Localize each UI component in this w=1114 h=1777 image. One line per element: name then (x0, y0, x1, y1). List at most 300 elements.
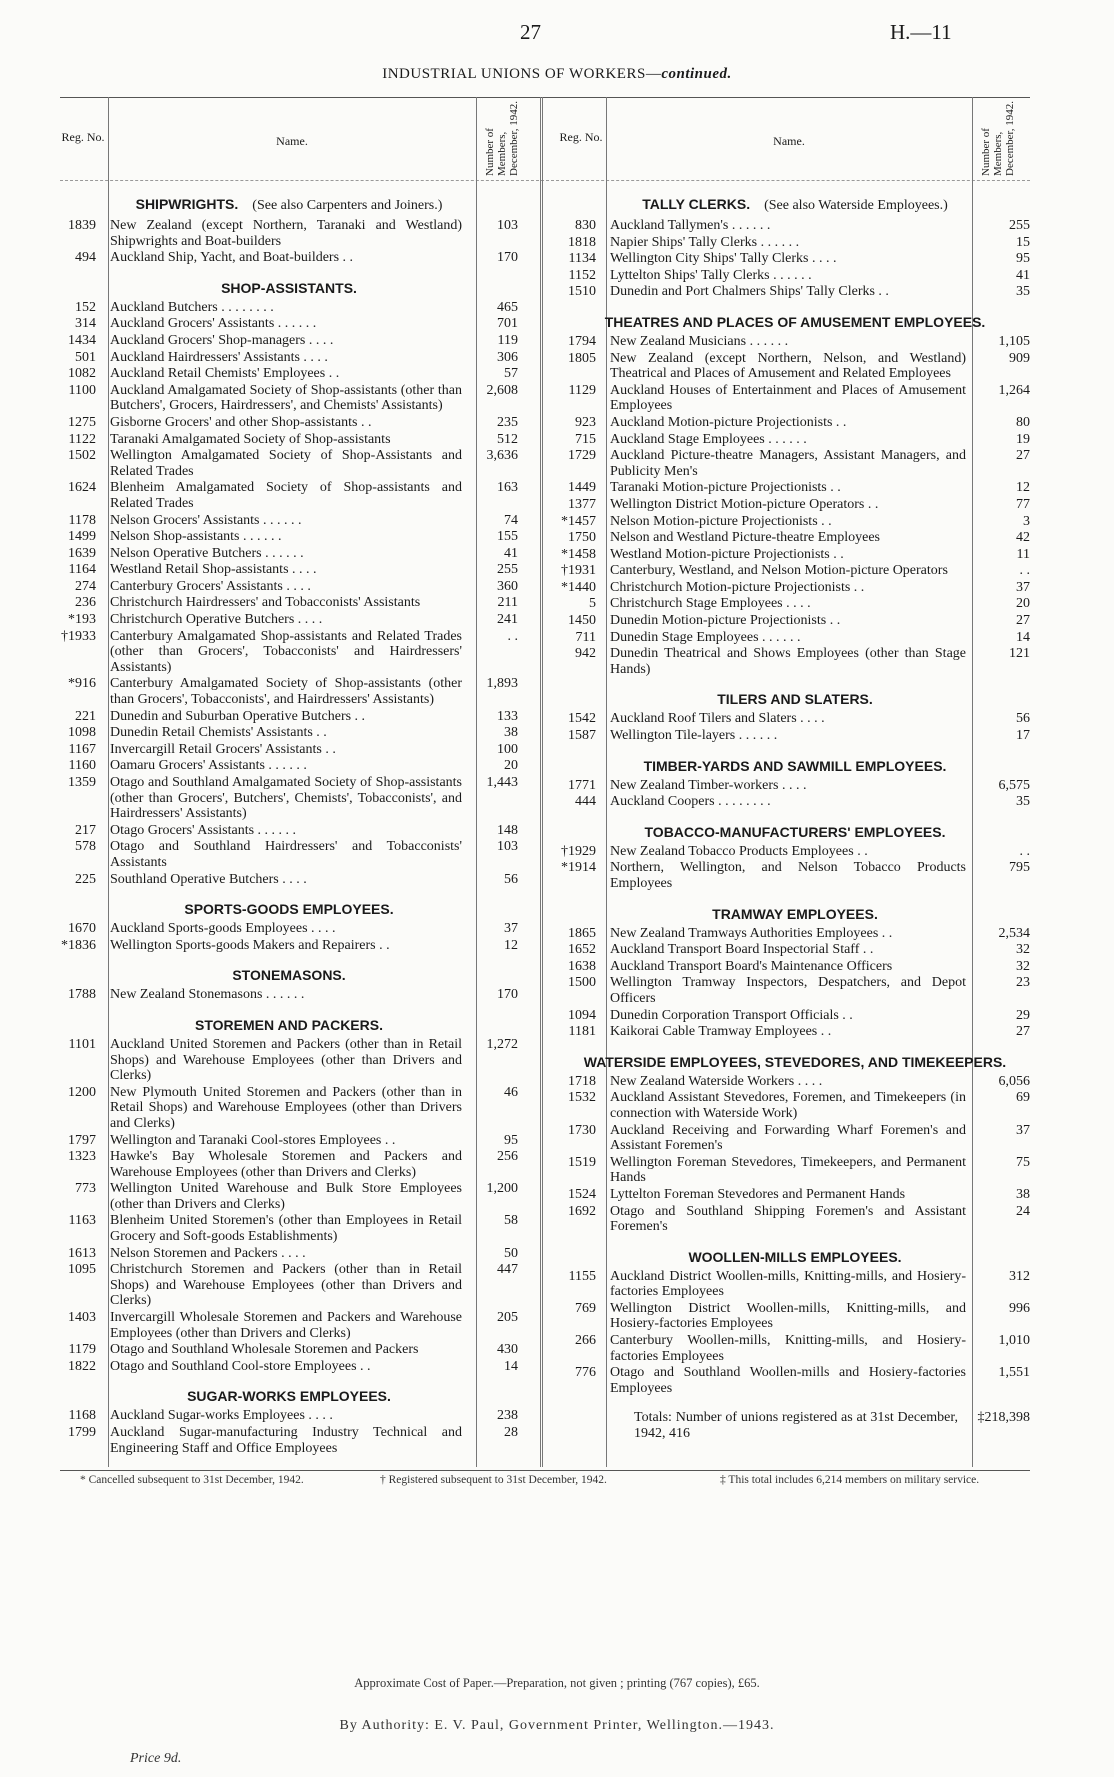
price: Price 9d. (130, 1751, 182, 1766)
table-row (560, 1155, 1030, 1186)
member-count: . . (1019, 563, 1030, 579)
member-count: 121 (1009, 646, 1030, 662)
table-row (560, 284, 1030, 300)
union-name: Dunedin Theatrical and Shows Employees (other than Stage Hands) (610, 646, 966, 677)
member-count: 6,575 (998, 777, 1030, 793)
section-title: WOOLLEN-MILLS EMPLOYEES. (688, 1248, 902, 1265)
reg-number: 1639 (68, 545, 96, 561)
member-count: 6,056 (998, 1073, 1030, 1089)
section-heading (560, 824, 1030, 840)
member-count: 27 (1016, 613, 1030, 629)
union-name: Hawke's Bay Wholesale Storemen and Packers and Warehouse Employees (other than Drivers and Clerks) (110, 1149, 462, 1180)
member-count: 2,534 (998, 925, 1030, 941)
table-row (560, 251, 1030, 267)
reg-number: 494 (75, 250, 96, 266)
member-count: 1,105 (998, 333, 1030, 349)
union-name: Kaikorai Cable Tramway Employees . . (610, 1024, 832, 1040)
reg-number: 1499 (68, 529, 96, 545)
member-count: 57 (504, 366, 518, 382)
union-name: Lyttelton Foreman Stevedores and Permanent Hands (610, 1186, 906, 1202)
member-count: 170 (497, 250, 518, 266)
table-row (60, 1425, 518, 1456)
table-row (560, 613, 1030, 629)
table-row (60, 1359, 518, 1375)
member-count: 56 (504, 871, 518, 887)
table-row (60, 1246, 518, 1262)
union-name: Nelson Grocers' Assistants . . . . . . (110, 512, 302, 528)
union-name: Westland Retail Shop-assistants . . . . (110, 562, 317, 578)
reg-number: 1100 (68, 382, 96, 398)
table-row (560, 1090, 1030, 1121)
table-row (60, 218, 518, 249)
union-name: Wellington United Warehouse and Bulk Store Employees (other than Drivers and Clerks) (110, 1181, 462, 1212)
reg-number: 1129 (568, 382, 596, 398)
footnote-total: ‡ This total includes 6,214 members on military service. (720, 1474, 980, 1486)
union-name: New Zealand (except Northern, Nelson, and Westland) Theatrical and Places of Amusement and Related Employees (610, 350, 966, 382)
reg-number: 715 (575, 431, 596, 447)
section-title: SPORTS-GOODS EMPLOYEES. (184, 901, 394, 918)
member-count: 255 (497, 562, 518, 578)
table-row (60, 987, 518, 1003)
union-name: Auckland Stage Employees . . . . . . (610, 431, 807, 447)
right-members-header: Number of Members, December, 1942. (980, 100, 1016, 176)
reg-number: 1805 (568, 350, 596, 366)
member-count: 14 (504, 1358, 518, 1374)
union-name: Christchurch Operative Butchers . . . . (110, 612, 323, 628)
section-heading (60, 967, 518, 983)
running-title-continued: continued. (661, 66, 732, 82)
union-name: Otago and Southland Hairdressers' and Tobacconists' Assistants (110, 839, 462, 870)
union-name: Auckland United Storemen and Packers (other than in Retail Shops) and Warehouse Employees (other than Drivers and Clerks) (110, 1036, 462, 1084)
member-count: 29 (1016, 1007, 1030, 1023)
member-count: 95 (1016, 251, 1030, 267)
member-count: 512 (497, 431, 518, 447)
union-name: Wellington City Ships' Tally Clerks . . . . (610, 251, 837, 267)
reg-number: 221 (75, 708, 96, 724)
left-reg-header: Reg. No. (61, 130, 105, 144)
union-name: Christchurch Storemen and Packers (other than in Retail Shops) and Warehouse Employees (other than Drivers and Clerks) (110, 1262, 462, 1309)
reg-number: 444 (575, 794, 596, 810)
table-row (60, 709, 518, 725)
union-name: Christchurch Stage Employees . . . . (610, 596, 811, 612)
member-count: 205 (497, 1310, 518, 1326)
section-note: (See also Carpenters and Joiners.) (252, 198, 443, 213)
reg-number: 1275 (68, 414, 96, 430)
union-name: Otago and Southland Cool-store Employees . . (110, 1358, 371, 1374)
reg-number: 1799 (68, 1425, 96, 1440)
section-heading (560, 691, 1030, 707)
table-row (60, 1262, 518, 1309)
table-row (60, 383, 518, 414)
table-row (60, 562, 518, 578)
reg-number: *1440 (561, 579, 596, 595)
union-name: Canterbury Grocers' Assistants . . . . (110, 578, 311, 594)
member-count: 100 (497, 741, 518, 757)
reg-number: 1095 (68, 1262, 96, 1278)
union-name: New Zealand Tobacco Products Employees . . (610, 843, 868, 859)
union-name: Wellington Tile-layers . . . . . . (610, 728, 778, 744)
reg-number: 923 (575, 414, 596, 430)
union-name: Auckland Transport Board Inspectorial Staff . . (610, 942, 874, 958)
table-row (560, 383, 1030, 414)
reg-number: 942 (575, 646, 596, 662)
table-row (560, 1024, 1030, 1040)
union-name: Dunedin Stage Employees . . . . . . (610, 629, 801, 645)
member-count: 119 (497, 332, 518, 348)
table-row (560, 975, 1030, 1006)
member-count: 255 (1009, 218, 1030, 233)
union-name: New Zealand Timber-workers . . . . (610, 777, 807, 793)
union-name: Napier Ships' Tally Clerks . . . . . . (610, 234, 800, 250)
table-row (560, 860, 1030, 891)
member-count: 1,200 (486, 1181, 518, 1197)
member-count: 32 (1016, 942, 1030, 958)
union-name: Otago Grocers' Assistants . . . . . . (110, 822, 297, 838)
table-row (60, 1342, 518, 1358)
left-name-header: Name. (276, 134, 308, 148)
member-count: 103 (497, 218, 518, 233)
table-row (60, 1181, 518, 1212)
reg-number: 1449 (568, 480, 596, 496)
section-title: TOBACCO-MANUFACTURERS' EMPLOYEES. (644, 823, 946, 840)
table-row (560, 268, 1030, 284)
printer-authority: By Authority: E. V. Paul, Government Printer, Wellington.—1943. (339, 1718, 775, 1733)
section-title: THEATRES AND PLACES OF AMUSEMENT EMPLOYEES. (604, 313, 986, 330)
member-count: 12 (1016, 480, 1030, 496)
table-row (60, 415, 518, 431)
member-count: 1,272 (486, 1036, 518, 1052)
reg-number: 1160 (68, 758, 96, 774)
union-name: Auckland Receiving and Forwarding Wharf Foremen's and Assistant Foremen's (610, 1122, 966, 1154)
table-row (60, 1133, 518, 1149)
section-title: SHOP-ASSISTANTS. (221, 279, 357, 296)
right-column-body (560, 196, 1030, 1396)
member-count: 1,010 (998, 1333, 1030, 1349)
reg-number: 1168 (68, 1408, 96, 1424)
reg-number: †1929 (561, 843, 596, 859)
union-name: Westland Motion-picture Projectionists . . (610, 546, 844, 562)
union-name: Auckland Hairdressers' Assistants . . . . (110, 349, 328, 365)
table-row (560, 711, 1030, 727)
reg-number: 1502 (68, 448, 96, 464)
union-name: Invercargill Wholesale Storemen and Packers and Warehouse Employees (other than Drivers and Clerks) (110, 1310, 462, 1341)
member-count: 19 (1016, 431, 1030, 447)
member-count: 909 (1009, 350, 1030, 366)
union-name: Dunedin and Port Chalmers Ships' Tally Clerks . . (610, 284, 889, 300)
left-members-header: Number of Members, December, 1942. (484, 100, 520, 176)
union-name: Auckland Amalgamated Society of Shop-assistants (other than Butchers', Grocers, Hairdressers', and Chemists' Assistants) (110, 382, 462, 414)
table-row (560, 1123, 1030, 1154)
union-name: Lyttelton Ships' Tally Clerks . . . . . . (610, 267, 812, 283)
reg-number: 1094 (568, 1007, 596, 1023)
member-count: 996 (1009, 1300, 1030, 1316)
reg-number: 1122 (68, 431, 96, 447)
page-number: 27 (520, 20, 541, 44)
reg-number: 1164 (68, 562, 96, 578)
union-name: Christchurch Hairdressers' and Tobacconists' Assistants (110, 595, 421, 611)
reg-number: 1652 (568, 942, 596, 958)
reg-number: 1155 (568, 1268, 596, 1284)
member-count: 1,443 (486, 775, 518, 790)
union-name: Auckland Sports-goods Employees . . . . (110, 921, 336, 937)
reg-number: 1587 (568, 728, 596, 744)
union-name: Wellington District Woollen-mills, Knitting-mills, and Hosiery-factories Employees (610, 1300, 966, 1332)
member-count: 148 (497, 822, 518, 838)
table-row (560, 1301, 1030, 1332)
member-count: 46 (504, 1084, 518, 1100)
union-name: Taranaki Motion-picture Projectionists . . (610, 480, 841, 496)
table-row (560, 596, 1030, 612)
reg-number: *1914 (561, 860, 596, 876)
section-heading (560, 196, 1030, 214)
table-row (560, 351, 1030, 382)
union-name: Southland Operative Butchers . . . . (110, 871, 307, 887)
member-count: 27 (1016, 448, 1030, 464)
union-name: New Zealand Waterside Workers . . . . (610, 1073, 823, 1089)
member-count: 211 (497, 595, 518, 611)
table-row (60, 839, 518, 870)
member-count: 235 (497, 414, 518, 430)
section-heading (560, 758, 1030, 774)
table-row (60, 366, 518, 382)
reg-number: 1797 (68, 1132, 96, 1148)
union-name: Wellington Sports-goods Makers and Repairers . . (110, 937, 390, 953)
member-count: 20 (1016, 596, 1030, 612)
union-name: Nelson Operative Butchers . . . . . . (110, 545, 304, 561)
table-row (60, 612, 518, 628)
table-row (60, 432, 518, 448)
table-row (60, 921, 518, 937)
section-heading (60, 196, 518, 214)
left-column (60, 196, 518, 1457)
reg-number: 1510 (568, 284, 596, 300)
member-count: 155 (497, 529, 518, 545)
member-count: 69 (1016, 1090, 1030, 1106)
member-count: 1,264 (998, 382, 1030, 398)
member-count: 95 (504, 1132, 518, 1148)
union-name: Wellington Amalgamated Society of Shop-Assistants and Related Trades (110, 448, 462, 479)
member-count: 80 (1016, 414, 1030, 430)
table-row (60, 300, 518, 316)
table-row (560, 1269, 1030, 1300)
union-name: Otago and Southland Shipping Foremen's and Assistant Foremen's (610, 1203, 966, 1235)
member-count: 27 (1016, 1024, 1030, 1040)
union-name: Blenheim United Storemen's (other than Employees in Retail Grocery and Soft-goods Establishments) (110, 1213, 462, 1245)
union-name: Auckland Picture-theatre Managers, Assistant Managers, and Publicity Men's (610, 448, 966, 479)
member-count: 32 (1016, 958, 1030, 974)
table-row (560, 480, 1030, 496)
union-name: Dunedin Retail Chemists' Assistants . . (110, 725, 327, 741)
reg-number: 266 (575, 1333, 596, 1349)
union-name: Dunedin Motion-picture Projectionists . . (610, 613, 841, 629)
reg-number: 274 (75, 578, 96, 594)
union-name: Oamaru Grocers' Assistants . . . . . . (110, 758, 307, 774)
union-name: Auckland Retail Chemists' Employees . . (110, 366, 340, 382)
table-row (560, 334, 1030, 350)
union-name: Wellington District Motion-picture Operators . . (610, 496, 879, 512)
reg-number: 1542 (568, 711, 596, 727)
reg-number: 1359 (68, 775, 96, 790)
member-count: 11 (1016, 546, 1030, 562)
member-count: 238 (497, 1408, 518, 1424)
table-row (560, 448, 1030, 479)
union-name: Auckland Sugar-manufacturing Industry Technical and Engineering Staff and Office Employees (110, 1425, 462, 1456)
table-row (60, 1408, 518, 1424)
reg-number: 1101 (68, 1036, 96, 1052)
member-count: . . (1019, 843, 1030, 859)
member-count: 163 (497, 480, 518, 496)
reg-number: 1524 (568, 1186, 596, 1202)
union-name: Wellington Tramway Inspectors, Despatchers, and Depot Officers (610, 975, 966, 1006)
reg-number: 1692 (568, 1203, 596, 1219)
union-name: Otago and Southland Woollen-mills and Hosiery-factories Employees (610, 1365, 966, 1396)
reg-number: 769 (575, 1300, 596, 1316)
table-row (560, 1365, 1030, 1396)
table-row (60, 480, 518, 511)
member-count: 50 (504, 1245, 518, 1261)
member-count: 103 (497, 839, 518, 855)
reg-number: 1377 (568, 496, 596, 512)
section-title: TRAMWAY EMPLOYEES. (712, 905, 878, 922)
reg-number: 1082 (68, 366, 96, 382)
reg-number: 236 (75, 595, 96, 611)
member-count: 37 (504, 921, 518, 937)
section-heading (60, 280, 518, 296)
union-name: New Zealand Stonemasons . . . . . . (110, 987, 305, 1003)
totals-label: Totals: Number of unions registered as at 31st December, 1942, 416 (634, 1410, 958, 1442)
member-count: 795 (1009, 860, 1030, 876)
member-count: 1,893 (486, 676, 518, 692)
member-count: 17 (1016, 728, 1030, 744)
member-count: 38 (1016, 1186, 1030, 1202)
reg-number: 5 (589, 596, 596, 612)
table-row (560, 1074, 1030, 1090)
reg-number: 1624 (68, 480, 96, 496)
member-count: 14 (1016, 629, 1030, 645)
union-name: Canterbury Amalgamated Society of Shop-assistants (other than Grocers', Tobacconists', and Hairdressers' Assistants) (110, 676, 462, 708)
reg-number: 1323 (68, 1149, 96, 1165)
union-name: Auckland District Woollen-mills, Knitting-mills, and Hosiery-factories Employees (610, 1268, 966, 1300)
table-row (60, 529, 518, 545)
reg-number: 773 (75, 1181, 96, 1197)
union-name: Auckland Assistant Stevedores, Foremen, and Timekeepers (in connection with Waterside Work) (610, 1090, 966, 1121)
reg-number: *1457 (561, 513, 596, 529)
totals-row (560, 1410, 1030, 1441)
union-name: New Plymouth United Storemen and Packers (other than in Retail Shops) and Warehouse Employees (other than Drivers and Clerks) (110, 1084, 462, 1131)
section-heading (560, 906, 1030, 922)
table-row (60, 513, 518, 529)
table-row (560, 547, 1030, 563)
table-row (560, 563, 1030, 579)
union-name: Dunedin and Suburban Operative Butchers . . (110, 708, 366, 724)
member-count: 2,608 (486, 382, 518, 398)
table-row (60, 1085, 518, 1132)
reg-number: 1519 (568, 1154, 596, 1170)
table-row (560, 235, 1030, 251)
reg-number: 1670 (68, 921, 96, 937)
union-name: Auckland Coopers . . . . . . . . (610, 794, 771, 810)
table-row (60, 775, 518, 822)
table-row (60, 1037, 518, 1084)
union-name: Auckland Sugar-works Employees . . . . (110, 1408, 333, 1424)
table-bottom-rule (60, 1470, 1030, 1471)
union-name: New Zealand (except Northern, Taranaki and Westland) Shipwrights and Boat-builders (110, 218, 462, 249)
reg-number: †1933 (61, 628, 96, 644)
union-name: Nelson and Westland Picture-theatre Employees (610, 530, 880, 546)
member-count: 15 (1016, 234, 1030, 250)
reg-number: *193 (68, 612, 96, 628)
table-row (60, 350, 518, 366)
table-row (60, 1310, 518, 1341)
table-top-rule (60, 97, 1030, 98)
union-name: Nelson Shop-assistants . . . . . . (110, 529, 282, 545)
member-count: 35 (1016, 794, 1030, 810)
member-count: 1,551 (998, 1365, 1030, 1381)
table-row (60, 316, 518, 332)
footnote-registered: † Registered subsequent to 31st December, 1942. (380, 1474, 607, 1486)
union-name: Auckland Tallymen's . . . . . . (610, 218, 771, 233)
table-row (560, 646, 1030, 677)
reg-number: *1458 (561, 546, 596, 562)
right-name-header: Name. (773, 134, 805, 148)
member-count: 12 (504, 937, 518, 953)
reg-number: 1865 (568, 925, 596, 941)
table-row (60, 1213, 518, 1244)
union-name: Auckland Houses of Entertainment and Places of Amusement Employees (610, 382, 966, 414)
member-count: 24 (1016, 1203, 1030, 1219)
table-row (60, 250, 518, 266)
table-row (60, 546, 518, 562)
union-name: New Zealand Tramways Authorities Employees . . (610, 925, 893, 941)
reg-number: 1839 (68, 218, 96, 233)
table-row (60, 676, 518, 707)
reg-number: 1750 (568, 530, 596, 546)
member-count: 74 (504, 512, 518, 528)
table-row (560, 844, 1030, 860)
table-row (60, 595, 518, 611)
union-name: Otago and Southland Amalgamated Society of Shop-assistants (other than Grocers', Butchers', Chemists', Tobacconists', and Hairdressers' Assistants) (110, 775, 462, 822)
reg-number: 1822 (68, 1358, 96, 1374)
member-count: 306 (497, 349, 518, 365)
union-name: New Zealand Musicians . . . . . . (610, 333, 789, 349)
table-row (560, 778, 1030, 794)
reg-number: 1638 (568, 958, 596, 974)
union-name: Wellington Foreman Stevedores, Timekeepers, and Permanent Hands (610, 1154, 966, 1186)
union-name: Taranaki Amalgamated Society of Shop-assistants (110, 431, 391, 447)
table-row (60, 1149, 518, 1180)
table-row (560, 514, 1030, 530)
reg-number: 1500 (568, 975, 596, 991)
union-name: Auckland Grocers' Assistants . . . . . . (110, 316, 317, 332)
table-row (560, 1187, 1030, 1203)
reg-number: 217 (75, 822, 96, 838)
table-row (60, 629, 518, 676)
member-count: 701 (497, 316, 518, 332)
member-count: 37 (1016, 1122, 1030, 1138)
member-count: 35 (1016, 284, 1030, 300)
table-row (60, 725, 518, 741)
right-column (560, 196, 1030, 1442)
reg-number: 1818 (568, 234, 596, 250)
reg-number: 1152 (568, 267, 596, 283)
table-row (560, 942, 1030, 958)
member-count: 170 (497, 987, 518, 1003)
section-title: STONEMASONS. (232, 967, 346, 984)
member-count: 20 (504, 758, 518, 774)
member-count: 41 (504, 545, 518, 561)
union-name: Canterbury, Westland, and Nelson Motion-picture Operators (610, 563, 948, 579)
table-row (60, 579, 518, 595)
